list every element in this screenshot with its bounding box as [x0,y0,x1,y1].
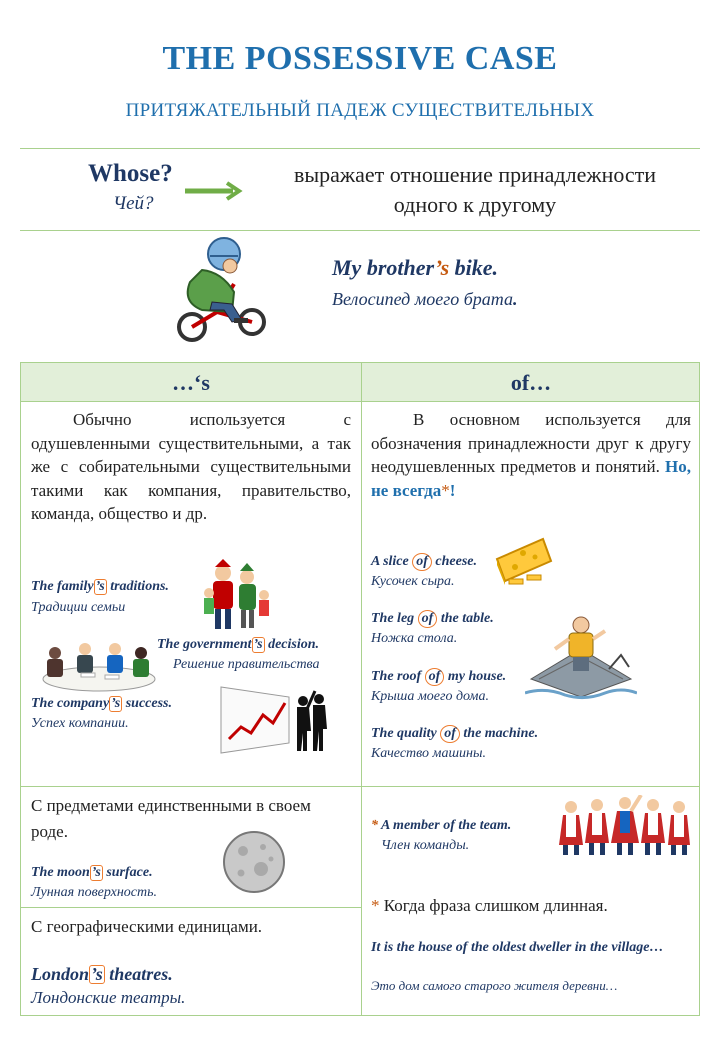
example-company [31,696,172,712]
example-post: surface. [102,865,153,880]
meeting-illustration [35,637,163,697]
example-pre: The company [31,696,110,711]
example-pre: The family [31,579,94,594]
main-example-ru-dot: . [513,289,518,309]
meaning-line-1: выражает отношение принадлежности [293,162,657,187]
example-machine [371,725,538,743]
example-pre: The leg [371,611,418,626]
star-mark: * [371,896,380,915]
main-example-ru: Велосипед моего брата [332,289,514,309]
example-team-ru: Член команды. [381,838,470,853]
divider [20,148,700,149]
example-table [371,610,494,628]
example-post: decision. [264,637,320,652]
example-post: the table. [437,611,494,626]
example-post: theatres. [104,964,173,984]
comparison-table [20,362,700,1016]
example-post: traditions. [106,579,169,594]
example-long-phrase-ru: Это дом самого старого жителя деревни… [371,978,618,993]
possessive-mark: ’s [91,964,103,984]
question-meaning [255,160,695,220]
example-london [31,964,173,985]
example-table-ru: Ножка стола. [371,631,458,646]
growth-chart-illustration [219,683,331,755]
example-government-ru: Решение правительства [173,657,320,672]
star-mark: * [441,480,450,500]
of-mark: of [440,725,460,743]
question-ru: Чей? [113,193,154,214]
example-pre: The quality [371,726,441,741]
page-title: THE POSSESSIVE CASE [162,40,558,77]
example-company-ru: Успех компании. [31,716,129,731]
moon-illustration [221,829,287,895]
man-on-roof-illustration [525,609,637,701]
example-roof [371,668,506,686]
example-government [157,637,319,653]
header-s: …‘s [172,370,210,395]
star-mark: * [371,818,378,833]
main-example-mark: ’s [434,255,450,280]
right-rule-note: Но, не всегда [371,457,692,500]
long-phrase-rule-text: Когда фраза слишком длинная. [383,896,608,915]
example-london-ru: Лондонские театры. [31,988,186,1007]
exclaim-mark: ! [449,480,456,500]
column-divider [361,363,362,1015]
right-rule [371,408,691,502]
example-pre: London [31,964,90,984]
example-post: success. [122,696,173,711]
team-example-text: A member of the team. [380,818,512,833]
meaning-line-2: одного к другому [393,192,557,217]
of-mark: of [412,553,432,571]
main-example-pre: My brother [332,255,435,280]
example-post: cheese. [431,554,477,569]
example-team [371,818,511,834]
long-phrase-rule [371,893,696,919]
example-cheese [371,553,477,571]
question-en: Whose? [88,160,173,187]
possessive-mark: ’s [95,579,105,594]
boy-on-bike-illustration [172,232,272,344]
divider [20,230,700,231]
example-pre: The roof [371,669,425,684]
example-family-ru: Традиции семьи [31,600,126,615]
superhero-team-illustration [557,795,691,857]
main-example-translation [332,289,518,310]
header-of: of… [510,370,552,395]
example-pre: The government [157,637,252,652]
example-post: my house. [444,669,507,684]
main-example-post: bike. [449,255,499,280]
example-family [31,579,169,595]
example-cheese-ru: Кусочек сыра. [371,574,455,589]
left-rule: Обычно используется с одушевленными существительными, а так же с собирательными существительными такими как компания, правительство, команда, общество и др. [31,410,351,523]
row-divider [21,907,361,908]
example-moon [31,865,153,881]
example-post: the machine. [459,726,539,741]
cheese-illustration [493,535,555,587]
of-mark: of [425,668,445,686]
example-long-phrase: It is the house of the oldest dweller in the village… [371,940,664,955]
example-pre: The moon [31,865,90,880]
page-subtitle: ПРИТЯЖАТЕЛЬНЫЙ ПАДЕЖ СУЩЕСТВИТЕЛЬНЫХ [125,100,595,121]
right-arrow-icon [183,180,247,202]
geo-rule: С географическими единицами. [31,917,263,936]
possessive-mark: ’s [253,637,263,652]
row-divider [21,786,699,787]
unique-rule: С предметами единственными в своем роде. [31,796,311,841]
family-illustration [201,559,273,633]
example-roof-ru: Крыша моего дома. [371,689,489,704]
of-mark: of [418,610,438,628]
right-rule-text: В основном используется для обозначения принадлежности друг к другу неодушевленных предметов и понятий. [371,410,691,476]
possessive-mark: ’s [91,865,101,880]
example-machine-ru: Качество машины. [371,746,486,761]
possessive-mark: ’s [111,696,121,711]
table-header [21,363,699,402]
main-example [332,255,498,281]
example-moon-ru: Лунная поверхность. [31,885,157,900]
example-pre: A slice [371,554,413,569]
